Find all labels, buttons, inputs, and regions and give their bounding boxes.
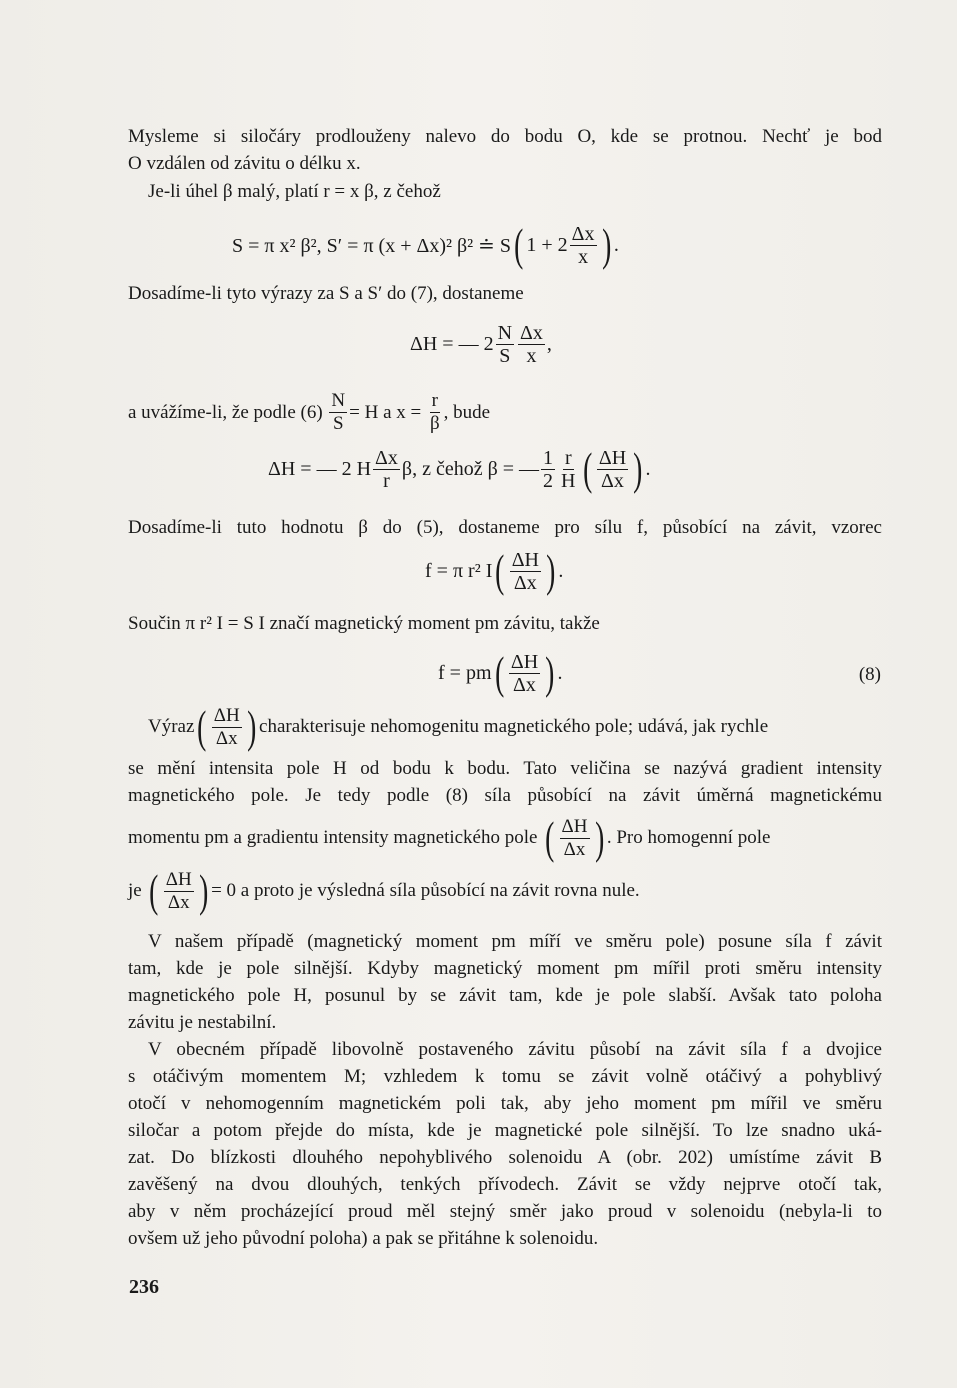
fraction (518, 322, 545, 367)
equation-lhs: f = pm (438, 661, 492, 684)
equation-term: 1 + 2 (526, 233, 568, 256)
text-segment: . Pro homogenní pole (606, 827, 771, 848)
equation-end: . (645, 457, 651, 480)
denominator: x (578, 245, 589, 268)
fraction (164, 869, 194, 914)
denominator: S (499, 345, 511, 367)
numerator: N (497, 322, 513, 344)
text-line: V obecném případě libovolně postaveného závitu působí na závit síla f a dvojice (148, 1039, 882, 1060)
text-line: Součin π r² I = S I značí magnetický moment pm závitu, takže (128, 613, 600, 634)
fraction (428, 390, 442, 435)
left-paren: ( (582, 443, 592, 494)
right-paren: ) (546, 545, 556, 596)
denominator: S (333, 413, 344, 434)
fraction (496, 322, 514, 367)
page-number: 236 (129, 1276, 159, 1298)
equation-lhs: S = π x² β², S′ = π (x + Δx)² β² ≐ S (232, 234, 512, 257)
text-segment: , bude (443, 401, 491, 423)
numerator: r (431, 390, 438, 411)
fraction (597, 447, 628, 492)
text-line: O vzdálen od závitu o délku x. (128, 153, 361, 174)
text-line-with-fraction (128, 865, 640, 916)
denominator: β (430, 413, 440, 434)
equation-lhs: ΔH = — 2 (410, 333, 494, 355)
fraction (541, 447, 555, 492)
denominator: r (383, 469, 390, 492)
fraction (212, 705, 242, 750)
equation-mid: β, z čehož β = — (401, 457, 540, 480)
denominator: 2 (543, 469, 554, 492)
equation-end: . (557, 661, 563, 684)
denominator: Δx (513, 571, 537, 594)
text-line: siločar a potom přejde do místa, kde je magnetické pole silnější. To lze snadno uká- (128, 1120, 882, 1141)
numerator: ΔH (511, 548, 539, 571)
text-line: se mění intensita pole H od bodu k bodu. Tato veličina se nazývá gradient intensity (128, 758, 882, 779)
text-line-with-fraction (128, 812, 771, 863)
text-segment: a uvážíme-li, že podle (6) (128, 401, 323, 423)
denominator: Δx (513, 673, 536, 696)
equation-force (425, 545, 564, 596)
numerator: N (331, 390, 346, 411)
text-line: magnetického pole H, posunul by se závit tam, kde je pole slabší. Avšak tato poloha (128, 985, 882, 1006)
right-paren: ) (601, 219, 611, 270)
text-line: Dosadíme-li tyto výrazy za S a S′ do (7), dostaneme (128, 283, 524, 304)
text-segment: = H a x = (349, 401, 422, 423)
equation-lhs: f = π r² I (425, 559, 493, 582)
left-paren: ( (494, 647, 504, 698)
right-paren: ) (594, 812, 604, 863)
text-segment: Výraz (148, 716, 195, 737)
numerator: Δx (375, 446, 398, 469)
text-line: tam, kde je pole silnější. Kdyby magnetický moment pm mířil proti směru intensity (128, 958, 882, 979)
text-segment: charakterisuje nehomogenitu magnetického pole; udává, jak rychle (259, 716, 769, 737)
text-line: Dosadíme-li tuto hodnotu β do (5), dostaneme pro sílu f, působící na závit, vzorec (128, 517, 882, 538)
fraction (559, 447, 577, 492)
numerator: ΔH (165, 868, 192, 890)
text-line: V našem případě (magnetický moment pm míří ve směru pole) posune síla f závit (148, 931, 882, 952)
text-line: otočí v nehomogenním magnetickém poli tak, aby jeho moment pm mířil ve směru (128, 1093, 882, 1114)
numerator: ΔH (598, 446, 627, 469)
text-line: zat. Do blízkosti dlouhého nepohyblivého solenoidu A (obr. 202) umístíme závit B (128, 1147, 882, 1168)
fraction (560, 816, 590, 861)
text-line: s otáčivým momentem M; vzhledem k tomu se závit volně otáčivý a pohyblivý (128, 1066, 882, 1087)
equation-end: . (558, 559, 564, 582)
text-line: Je-li úhel β malý, platí r = x β, z čehož (148, 181, 441, 202)
fraction (510, 549, 541, 594)
left-paren: ( (197, 701, 207, 752)
text-segment: = 0 a proto je výsledná síla působící na závit rovna nule. (211, 880, 640, 901)
numerator: ΔH (561, 815, 588, 837)
right-paren: ) (198, 865, 209, 916)
equation-area-ratio (232, 219, 619, 270)
text-line: Mysleme si siločáry prodlouženy nalevo do bodu O, kde se protnou. Nechť je bod (128, 126, 882, 147)
equation-lhs: ΔH = — 2 H (268, 457, 372, 480)
text-line: magnetického pole. Je tedy podle (8) síla působící na závit úměrná magnetickému (128, 785, 882, 806)
right-paren: ) (545, 647, 555, 698)
numerator: ΔH (213, 704, 240, 726)
equation-end: , (546, 333, 552, 355)
right-paren: ) (246, 701, 256, 752)
fraction (373, 447, 400, 492)
text-line: zavěšený na dvou dlouhých, tenkých přívodech. Závit se vždy nejprve otočí tak, (128, 1174, 882, 1195)
equation-delta-h (410, 322, 552, 367)
text-line: ovšem už jeho původní poloha) a pak se přitáhne k solenoidu. (128, 1228, 599, 1249)
numerator: r (564, 446, 572, 469)
fraction (329, 390, 347, 435)
denominator: H (561, 469, 576, 492)
text-line-with-fractions (128, 390, 490, 435)
left-paren: ( (514, 219, 524, 270)
text-segment: momentu pm a gradientu intensity magnetického pole (128, 827, 538, 848)
fraction (509, 651, 540, 696)
text-segment: je (128, 880, 142, 901)
fraction (570, 223, 597, 268)
numerator: Δx (571, 222, 595, 245)
left-paren: ( (495, 545, 505, 596)
right-paren: ) (633, 443, 643, 494)
equation-8 (438, 647, 563, 698)
numerator: Δx (520, 322, 543, 344)
text-line: závitu je nestabilní. (128, 1012, 277, 1033)
text-line-with-fraction (148, 701, 769, 752)
denominator: Δx (167, 891, 190, 913)
text-line: aby v něm procházející proud měl stejný směr jako proud v solenoidu (nebyla-li to (128, 1201, 882, 1222)
numerator: 1 (543, 446, 554, 469)
denominator: x (526, 345, 537, 367)
denominator: Δx (215, 727, 238, 749)
left-paren: ( (149, 865, 159, 916)
equation-beta (268, 443, 651, 494)
denominator: Δx (601, 469, 624, 492)
numerator: ΔH (510, 650, 539, 673)
denominator: Δx (563, 838, 586, 860)
left-paren: ( (545, 812, 555, 863)
equation-end: . (613, 233, 619, 256)
equation-number: (8) (858, 664, 881, 685)
